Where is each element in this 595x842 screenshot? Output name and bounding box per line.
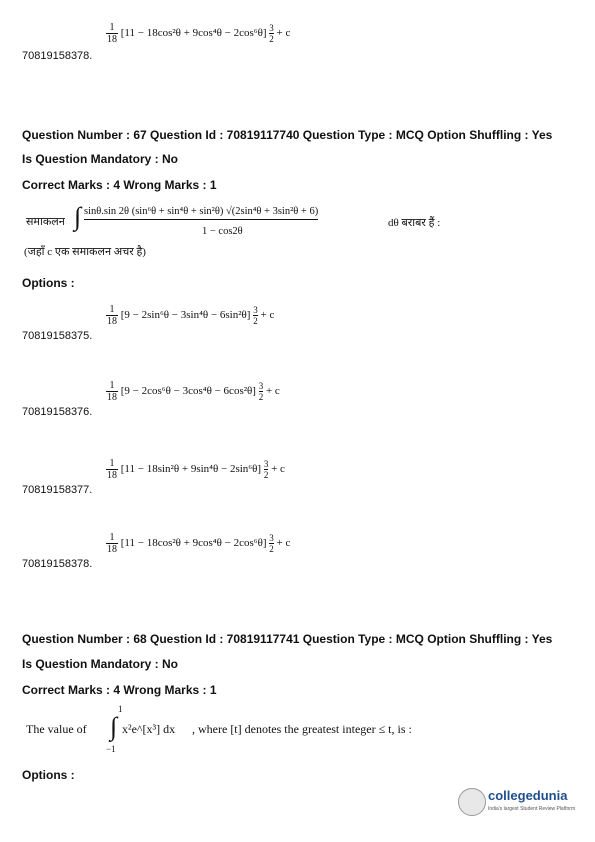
q68-question (22, 702, 582, 758)
q67-prefix: समाकलन (26, 216, 65, 228)
expression-body: [11 − 18sin²θ + 9sin⁴θ − 2sin⁶θ] (120, 463, 262, 476)
q68-header: Question Number : 68 Question Id : 70819117741 Question Type : MCQ Option Shuffling : Yes (22, 632, 553, 646)
option-expression (106, 304, 274, 327)
logo-tagline: India's largest Student Review Platform (488, 806, 576, 812)
option-id: 70819158376. (22, 406, 93, 418)
q67-header: Question Number : 67 Question Id : 70819117740 Question Type : MCQ Option Shuffling : Yes (22, 128, 553, 142)
option-expression (106, 380, 280, 403)
power-three-halves: $\frac{3}{2}$ (253, 305, 258, 326)
constant-c: + c (260, 309, 275, 322)
option-id: 70819158378. (22, 558, 93, 570)
mascot-icon (458, 788, 486, 816)
expression-body: [11 − 18cos²θ + 9cos⁴θ − 2cos⁶θ] (120, 537, 267, 550)
q67-option-3 (22, 450, 582, 500)
q67-note: (जहाँ c एक समाकलन अचर है) (24, 246, 146, 258)
q67-denominator: 1 − cos2θ (202, 226, 243, 237)
q68-options-label: Options : (22, 768, 75, 782)
q67-marks: Correct Marks : 4 Wrong Marks : 1 (22, 178, 217, 192)
constant-c: + c (265, 385, 280, 398)
power-three-halves: $\frac{3}{2}$ (258, 381, 264, 402)
power-three-halves: $\frac{3}{2}$ (269, 23, 274, 44)
q68-mandatory: Is Question Mandatory : No (22, 657, 179, 671)
fraction-coefficient: $\frac{1}{18}$ (107, 304, 117, 327)
power-three-halves: $\frac{3}{2}$ (263, 459, 269, 480)
expression-body: [9 − 2cos⁶θ − 3cos⁴θ − 6cos²θ] (120, 385, 256, 398)
option-id: 70819158378. (22, 50, 93, 62)
option-expression (106, 458, 285, 481)
integral-sign: ∫ (74, 202, 82, 231)
q68-text-before: The value of (26, 722, 87, 736)
q67-question (22, 200, 582, 240)
integral-sign: ∫ (110, 712, 118, 741)
option-id: 70819158375. (22, 330, 93, 342)
fraction-coefficient: $\frac{1}{18}$ (107, 380, 117, 403)
constant-c: + c (276, 537, 291, 550)
option-id: 70819158377. (22, 484, 93, 496)
q67-mandatory: Is Question Mandatory : No (22, 152, 179, 166)
q67-numerator: sinθ.sin 2θ (sin⁶θ + sin⁴θ + sin²θ) √(2sin⁴θ + 3sin²θ + 6) (84, 206, 318, 220)
fraction-coefficient: $\frac{1}{18}$ (107, 458, 117, 481)
q67-option-2 (22, 372, 582, 422)
fraction-coefficient: $\frac{1}{18}$ (107, 532, 117, 555)
expression-body: [11 − 18cos²θ + 9cos⁴θ − 2cos⁶θ] (120, 27, 267, 40)
fraction-coefficient: $\frac{1}{18}$ (107, 22, 117, 45)
integral-lower-limit: −1 (106, 744, 116, 754)
integral-upper-limit: 1 (118, 704, 123, 714)
logo-name: collegedunia (488, 788, 568, 803)
top-option (22, 14, 582, 64)
q68-integrand: x²e^[x³] dx (122, 722, 176, 736)
option-expression (106, 532, 290, 555)
collegedunia-logo (458, 784, 578, 820)
q68-text-after: , where [t] denotes the greatest integer ≤ t, is : (192, 722, 412, 736)
q67-option-4 (22, 524, 582, 574)
q68-marks: Correct Marks : 4 Wrong Marks : 1 (22, 683, 217, 697)
expression-body: [9 − 2sin⁶θ − 3sin⁴θ − 6sin²θ] (120, 309, 251, 322)
q67-options-label: Options : (22, 276, 75, 290)
constant-c: + c (271, 463, 285, 476)
option-expression (106, 22, 290, 45)
q67-suffix: dθ बराबर हैं : (388, 217, 441, 229)
q67-option-1 (22, 296, 582, 346)
constant-c: + c (276, 27, 291, 40)
power-three-halves: $\frac{3}{2}$ (269, 533, 274, 554)
